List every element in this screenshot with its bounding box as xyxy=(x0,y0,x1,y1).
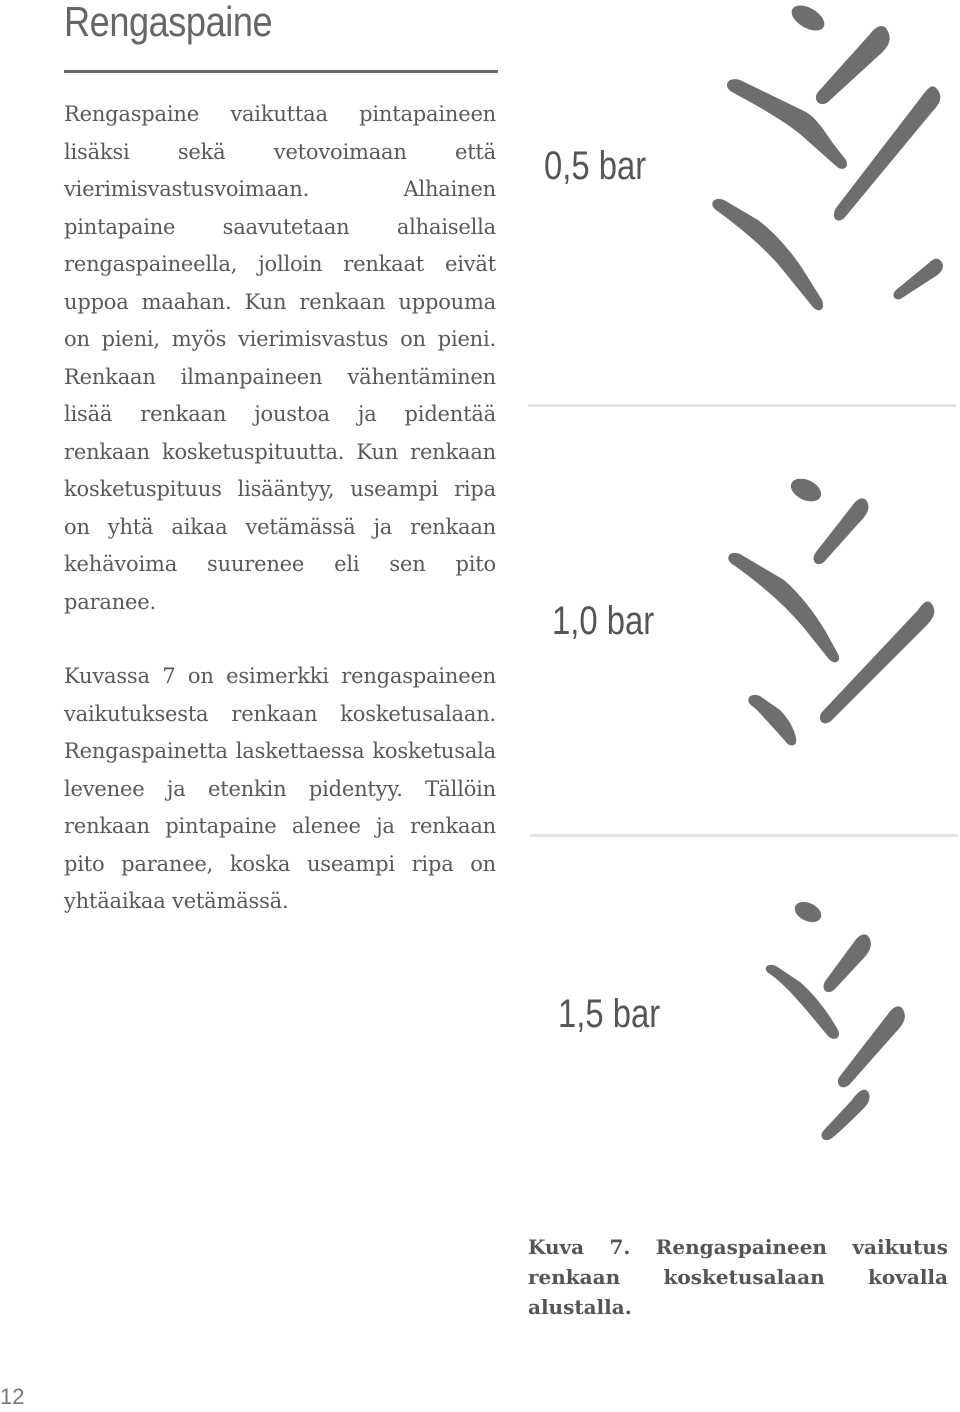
body-text xyxy=(64,96,496,921)
page-title: Rengaspaine xyxy=(64,0,273,45)
paragraph-2: Kuvassa 7 on esimerkki rengaspaineen vaikutuksesta renkaan kosketusalaan. Rengaspainetta laskettaessa kosketusala levenee ja etenkin pidentyy. Tällöin renkaan pintapaine alenee ja renkaan pito paranee, koska useampi ripa on yhtäaikaa vetämässä. xyxy=(64,664,496,913)
figure-caption: Kuva 7. Rengaspaineen vaikutus renkaan kosketusalaan kovalla alustalla. xyxy=(528,1235,948,1319)
tread-footprint-1-5-bar xyxy=(730,890,930,1150)
tread-footprint-0-5-bar xyxy=(700,0,960,340)
pressure-label-1-5: 1,5 bar xyxy=(558,992,661,1036)
pressure-label-0-5: 0,5 bar xyxy=(544,144,647,188)
tread-footprint-1-0-bar xyxy=(700,470,960,790)
page-number: 12 xyxy=(0,1384,25,1409)
pressure-label-1-0: 1,0 bar xyxy=(552,599,655,643)
figure-divider-1 xyxy=(528,404,956,407)
figure-divider-2 xyxy=(530,834,958,837)
title-divider xyxy=(64,70,498,73)
paragraph-1: Rengaspaine vaikuttaa pintapaineen lisäksi sekä vetovoimaan että vierimisvastusvoimaan. Alhainen pintapaine saavutetaan alhaisella rengaspaineella, jolloin renkaat eivät uppoa maahan. Kun renkaan uppouma on pieni, myös vierimisvastus on pieni. Renkaan ilmanpaineen vähentäminen lisää renkaan joustoa ja pidentää renkaan kosketuspituutta. Kun renkaan kosketuspituus lisääntyy, useampi ripa on yhtä aikaa vetämässä ja renkaan kehävoima suurenee eli sen pito paranee. xyxy=(64,102,496,614)
